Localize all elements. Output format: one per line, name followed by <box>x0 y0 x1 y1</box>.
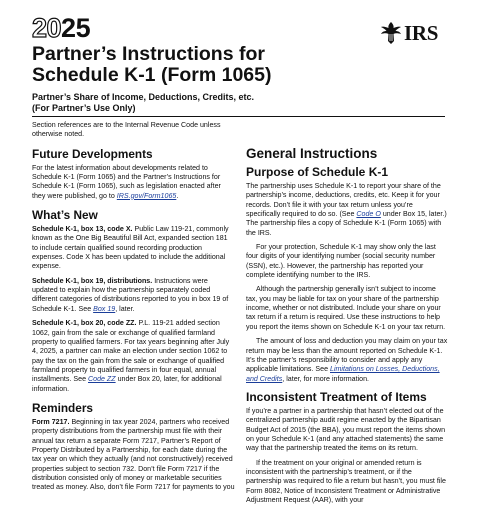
future-developments-end: . <box>176 191 179 200</box>
inconsistent-treatment-heading: Inconsistent Treatment of Items <box>246 389 427 404</box>
purpose-text-4 <box>246 337 449 384</box>
form7217-lead: Form 7217. <box>32 417 70 426</box>
page-title <box>32 44 452 86</box>
purpose-text-3: Although the partnership generally isn’t subject to income tax, you may be liable for tax on your share of the partnership income, whether or not distributed. Include your share on your tax return if a return is required. Use these instructions to help you report the items shown on Schedule K-1 on your tax return. <box>246 285 446 331</box>
whats-new-heading: What’s New <box>32 208 98 223</box>
left-column <box>32 121 235 498</box>
purpose-text-1-end: under Box 15, later.) The partnership files a copy of Schedule K-1 (Form 1065) with the IRS. <box>246 210 447 237</box>
purpose-text-2: For your protection, Schedule K-1 may show only the last four digits of your identifying number (social security number (SSN), etc.). However, the partnership has reported your complete identifying number to the IRS. <box>246 243 436 280</box>
purpose-text-4-body: The amount of loss and deduction you may claim on your tax return may be less than the amount reported on Schedule K-1. It’s the partner’s responsibility to consider and apply any applicable limitations. See <box>246 337 448 374</box>
form1065-link[interactable]: IRS.gov/Form1065 <box>116 191 177 200</box>
future-developments-heading: Future Developments <box>32 146 153 161</box>
right-column <box>246 146 449 510</box>
inconsistent-text-1: If you’re a partner in a partnership that hasn’t elected out of the centralized partnership audit regime enacted by the Bipartisan Budget Act of 2015 (the BBA), you must report the items shown on your Schedule K-1 (and any attached statements) the same way that the partnership treated the items on its return. <box>246 406 446 453</box>
tax-year-outline-digits: 20 <box>32 13 62 43</box>
purpose-heading: Purpose of Schedule K-1 <box>246 165 389 179</box>
whats-new-box19 <box>32 277 235 314</box>
page-title-line2: Schedule K-1 (Form 1065) <box>32 64 272 86</box>
page-subtitle <box>32 92 452 113</box>
limitations-link[interactable]: Limitations on Losses, Deductions, and Credits <box>246 365 440 383</box>
code-o-link[interactable]: Code O <box>356 210 381 219</box>
purpose-text-1-body: The partnership uses Schedule K-1 to report your share of the partnership’s income, deductions, credits, etc. Keep it for your records. Don’t file it with your tax return unless you’re specifically required to do so. (See <box>246 182 441 219</box>
form7217-text: Beginning in tax year 2024, partners who received property distributions from the partnership must file with their annual tax return a separate Form 7217, Partner’s Report of Property Distributed by a Partnership, for each date during the tax year on which they actually (and not constructively) received properties subject to section 732. Don’t file Form 7217 if the distribution consisted only of money or marketable securities treated as money. Also, don’t file Form 7217 for payments to you <box>32 417 235 492</box>
whats-new-box20 <box>32 319 235 394</box>
page-subtitle-line2: (For Partner’s Use Only) <box>32 102 136 113</box>
irs-logo <box>380 20 438 46</box>
box19-lead: Schedule K-1, box 19, distributions. <box>32 276 153 285</box>
tax-year-solid-digits: 25 <box>61 13 91 43</box>
general-instructions-heading: General Instructions <box>246 146 378 161</box>
whats-new-box13 <box>32 225 235 272</box>
box19-text: Instructions were updated to explain how the partnership separately coded different categories of distributions reported to you in box 19 of Schedule K-1. See <box>32 276 229 313</box>
box20-lead: Schedule K-1, box 20, code ZZ. <box>32 319 137 328</box>
reminders-heading: Reminders <box>32 400 93 415</box>
code-zz-link[interactable]: Code ZZ <box>88 375 116 384</box>
box20-text: P.L. 119-21 added section 1062, gain from the sale or exchange of qualified farmland property to qualified farmers. For tax years beginning after July 4, 2025, a partner can make an election under section 1062 to pay the tax on the gain from the sale or exchange of qualified farmland property to qualified farmers in four equal, annual installments. See <box>32 319 230 384</box>
purpose-text-4-end: , later, for more information. <box>282 374 370 383</box>
intro-text: Section references are to the Internal Revenue Code unless otherwise noted. <box>32 121 221 139</box>
page-subtitle-line1: Partner’s Share of Income, Deductions, Credits, etc. <box>32 92 255 102</box>
purpose-text-1 <box>246 182 449 238</box>
inconsistent-text-2: If the treatment on your original or amended return is inconsistent with the partnership’s treatment, or if the partnership was required to file a return but hasn’t, you must file Form 8082, Notice of Inconsistent Treatment or Administrative Adjustment Request (AAR), with your <box>246 458 446 504</box>
irs-logo-text: IRS <box>404 21 439 45</box>
page-title-line1: Partner’s Instructions for <box>32 43 265 65</box>
future-developments-text <box>32 164 235 201</box>
eagle-icon <box>380 21 402 45</box>
future-developments-body: For the latest information about developments related to Schedule K-1 (Form 1065) and the Partner’s Instructions for Schedule K-1 (Form 1065), such as legislation enacted after they were published, go to <box>32 163 221 200</box>
reminders-form7217 <box>32 418 235 493</box>
header-divider <box>32 116 445 117</box>
box19-link[interactable]: Box 19 <box>93 304 116 313</box>
box13-text: Public Law 119-21, commonly known as the One Big Beautiful Bill Act, expanded section 181 to include certain qualified sound recording production expenses. Code X has been updated to include the additional expense. <box>32 225 229 271</box>
box19-end: , later. <box>115 304 135 313</box>
box20-end: under Box 20, later, for additional information. <box>32 375 222 393</box>
box13-lead: Schedule K-1, box 13, code X. <box>32 225 133 234</box>
tax-year <box>32 15 90 42</box>
